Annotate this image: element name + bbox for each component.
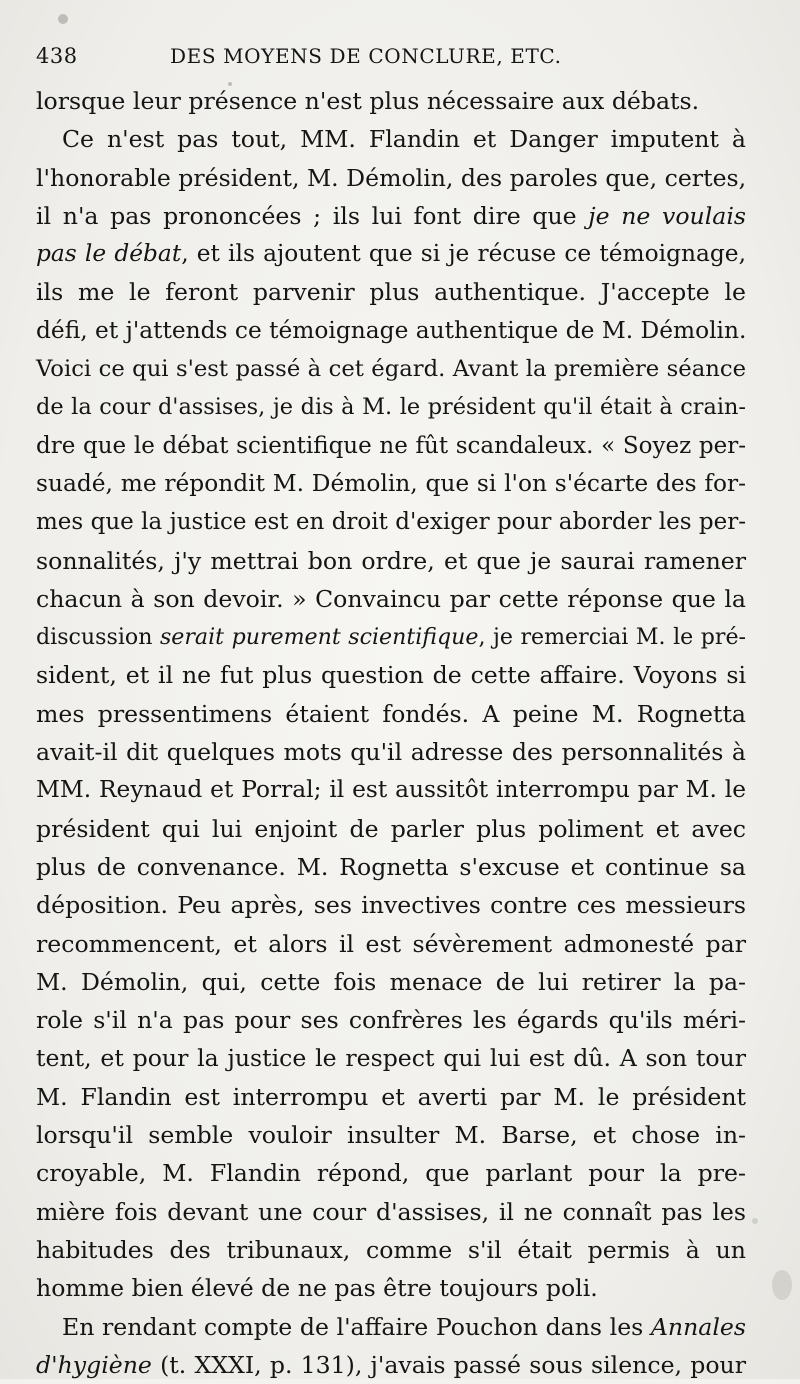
text-line: sonnalités, j'y mettrai bon ordre, et que je saurai ramener bbox=[36, 546, 746, 575]
text-line: mière fois devant une cour d'assises, il ne connaît pas les bbox=[36, 1197, 746, 1226]
paper-speck bbox=[772, 1270, 792, 1300]
text-line: role s'il n'a pas pour ses confrères les égards qu'ils méri- bbox=[36, 1006, 746, 1035]
text-line: défi, et j'attends ce témoignage authentique de M. Démolin. bbox=[36, 316, 747, 344]
text-line: mes pressentimens étaient fondés. A peine M. Rognetta bbox=[36, 699, 746, 728]
text-line: suadé, me répondit M. Démolin, que si l'on s'écarte des for- bbox=[36, 469, 746, 497]
running-title: DES MOYENS DE CONCLURE, ETC. bbox=[170, 44, 562, 68]
text-line: Voici ce qui s'est passé à cet égard. Avant la première séance bbox=[36, 356, 746, 383]
paper-speck bbox=[58, 14, 68, 24]
text-line: habitudes des tribunaux, comme s'il était permis à un bbox=[36, 1235, 746, 1264]
italic-segment: serait purement scientifique bbox=[159, 624, 479, 651]
text-line bbox=[36, 1346, 746, 1384]
text-line: sident, et il ne fut plus question de cette affaire. Voyons si bbox=[36, 661, 746, 690]
text-line: dre que le débat scientifique ne fût scandaleux. « Soyez per- bbox=[36, 432, 746, 459]
text-segment: discussion bbox=[36, 624, 160, 651]
text-line: MM. Reynaud et Porral; il est aussitôt interrompu par M. le bbox=[36, 776, 746, 804]
italic-segment: d'hygiène bbox=[36, 1350, 152, 1379]
text-line: Ce n'est pas tout, MM. Flandin et Danger imputent à bbox=[62, 125, 746, 154]
page-number: 438 bbox=[36, 44, 78, 68]
italic-segment: Annales bbox=[650, 1312, 746, 1341]
text-segment: En rendant compte de l'affaire Pouchon dans les bbox=[62, 1312, 651, 1341]
text-line: l'honorable président, M. Démolin, des paroles que, certes, bbox=[36, 163, 747, 192]
text-line: homme bien élevé de ne pas être toujours poli. bbox=[36, 1274, 598, 1303]
text-line: déposition. Peu après, ses invectives contre ces messieurs bbox=[36, 891, 746, 920]
text-line: tent, et pour la justice le respect qui lui est dû. A son tour bbox=[36, 1044, 746, 1073]
text-line: lorsque leur présence n'est plus nécessaire aux débats. bbox=[36, 87, 700, 115]
text-line bbox=[36, 197, 746, 235]
text-line bbox=[36, 618, 746, 656]
text-line: ils me le feront parvenir plus authentique. J'accepte le bbox=[36, 278, 746, 307]
paper-speck bbox=[228, 82, 232, 86]
text-line: M. Flandin est interrompu et averti par M. le président bbox=[36, 1082, 746, 1111]
text-line: président qui lui enjoint de parler plus poliment et avec bbox=[36, 814, 746, 843]
body-text bbox=[36, 82, 746, 1384]
text-line: de la cour d'assises, je dis à M. le président qu'il était à crain- bbox=[36, 394, 746, 421]
text-line: mes que la justice est en droit d'exiger pour aborder les per- bbox=[36, 509, 746, 536]
paper-speck bbox=[752, 1218, 758, 1224]
page-header bbox=[36, 38, 746, 78]
text-segment: (t. XXXI, p. 131), j'avais passé sous silence, pour bbox=[151, 1350, 746, 1379]
text-line bbox=[36, 1308, 746, 1346]
text-line: lorsqu'il semble vouloir insulter M. Barse, et chose in- bbox=[36, 1121, 746, 1150]
text-line: M. Démolin, qui, cette fois menace de lui retirer la pa- bbox=[36, 967, 746, 996]
text-line bbox=[36, 235, 746, 273]
text-line: chacun à son devoir. » Convaincu par cette réponse que la bbox=[36, 584, 746, 613]
italic-segment: pas le débat bbox=[36, 240, 182, 268]
text-segment: , je remerciai M. le pré- bbox=[478, 624, 746, 651]
text-line: croyable, M. Flandin répond, que parlant pour la pre- bbox=[36, 1159, 746, 1188]
text-line: avait-il dit quelques mots qu'il adresse des personnalités à bbox=[36, 738, 746, 767]
text-line: plus de convenance. M. Rognetta s'excuse et continue sa bbox=[36, 852, 746, 881]
text-segment: , et ils ajoutent que si je récuse ce témoignage, bbox=[181, 240, 746, 268]
text-line: recommencent, et alors il est sévèrement admonesté par bbox=[36, 929, 746, 958]
text-segment: il n'a pas prononcées ; ils lui font dire que bbox=[36, 201, 589, 230]
italic-segment: je ne voulais bbox=[588, 201, 746, 230]
